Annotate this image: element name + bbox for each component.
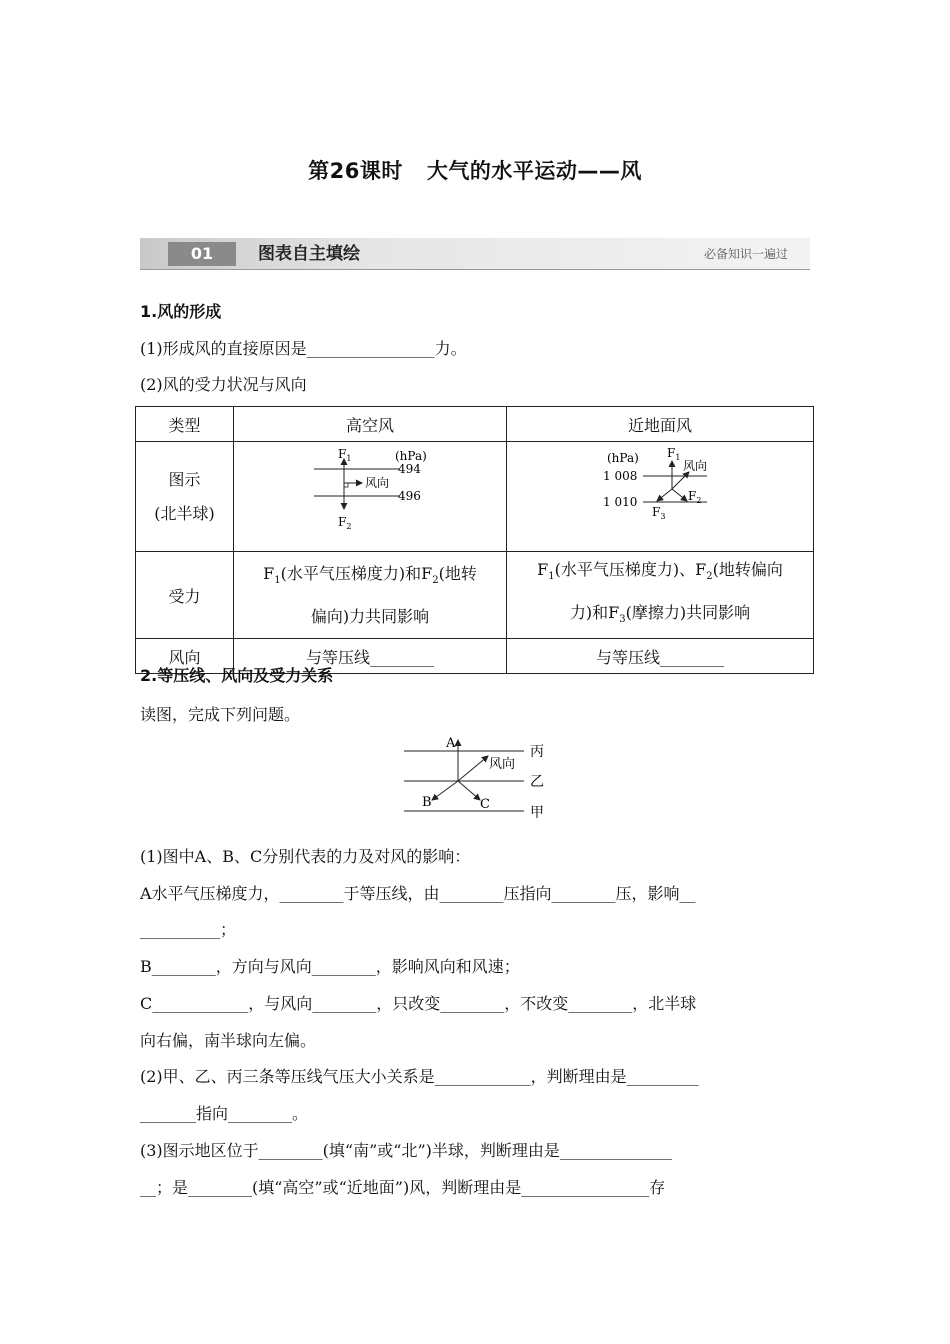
force-f3-arrow-ground	[657, 489, 672, 501]
section1-q2: (2)风的受力状况与风向	[140, 375, 307, 394]
diagram-label-line1: 图示	[168, 469, 201, 489]
high-force-cell	[234, 552, 507, 639]
label-yi: 乙	[530, 774, 544, 790]
f1-label: $F_1$	[338, 446, 352, 463]
label-jia: 甲	[530, 805, 544, 821]
table-row-force	[136, 552, 814, 639]
pressure-1008: 1 008	[603, 468, 638, 483]
a-line1: A水平气压梯度力，________于等压线，由________压指向________压，影响__	[140, 884, 696, 903]
a-line2: __________；	[140, 920, 237, 939]
label-bing: 丙	[530, 744, 544, 760]
ground-wind-diagram	[507, 443, 813, 551]
banner-subtitle: 必备知识一遍过	[703, 247, 788, 261]
ground-wind-answer: 与等压线________	[507, 639, 814, 674]
wind-force-table	[135, 406, 814, 674]
force-label: 受力	[136, 552, 234, 639]
f2-label-ground: $F_2$	[688, 488, 702, 505]
table-header-ground: 近地面风	[507, 407, 814, 442]
c-line1: C____________，与风向________，只改变________，不改变________，北半球	[140, 994, 697, 1013]
label-b: B	[422, 795, 432, 810]
title-lesson: 第26课时	[308, 159, 403, 183]
section2-intro: 读图，完成下列问题。	[140, 705, 301, 724]
ground-wind-diagram-cell	[507, 442, 814, 552]
high-wind-diagram	[234, 443, 506, 551]
diagram-label-line2: (北半球)	[154, 503, 215, 523]
pressure-494: 494	[398, 461, 421, 476]
ground-force-line1: $F_1$(水平气压梯度力)、$F_2$(地转偏向	[537, 560, 783, 583]
hpa-unit-ground: (hPa)	[607, 450, 639, 465]
label-a: A	[446, 736, 456, 751]
force-c-arrow	[458, 781, 480, 800]
pressure-1010: 1 010	[603, 494, 638, 509]
c-line2: 向右偏，南半球向左偏。	[140, 1031, 317, 1050]
section-banner	[140, 238, 810, 270]
hpa-unit: (hPa)	[395, 448, 427, 463]
right-angle-mark	[344, 483, 348, 487]
section2-heading: 2.等压线、风向及受力关系	[140, 666, 334, 685]
q3-line2: __；是________(填“高空”或“近地面”)风，判断理由是________________存	[140, 1178, 666, 1197]
isobar-force-diagram	[400, 732, 550, 824]
banner-number: 01	[168, 242, 236, 266]
label-wind: 风向	[489, 757, 516, 772]
wind-arrow	[458, 756, 488, 781]
wind-label-cell: 风向	[136, 639, 234, 674]
high-force-line2: 偏向)力共同影响	[310, 606, 430, 626]
q3-line1: (3)图示地区位于________(填“南”或“北”)半球，判断理由是______________	[140, 1141, 672, 1160]
high-wind-diagram-cell	[234, 442, 507, 552]
force-f2-arrow-ground	[672, 489, 687, 501]
wind-label: 风向	[365, 475, 390, 490]
f3-label-ground: $F_3$	[652, 504, 666, 521]
table-header-row	[136, 407, 814, 442]
table-header-type: 类型	[136, 407, 234, 442]
label-c: C	[480, 797, 490, 812]
wind-label-ground: 风向	[683, 458, 708, 473]
force-b-arrow	[432, 781, 458, 800]
table-header-high: 高空风	[234, 407, 507, 442]
section1-q1: (1)形成风的直接原因是________________力。	[140, 339, 467, 358]
table-diagram-label	[136, 442, 234, 552]
page-title	[0, 155, 950, 185]
b-line: B________，方向与风向________，影响风向和风速；	[140, 957, 520, 976]
wind-direction-arrow-ground	[672, 472, 689, 489]
q2-line1: (2)甲、乙、丙三条等压线气压大小关系是____________，判断理由是_________	[140, 1067, 699, 1086]
section1-heading: 1.风的形成	[140, 302, 222, 321]
high-force-line1: $F_1$(水平气压梯度力)和$F_2$(地转	[263, 563, 477, 586]
title-topic: 大气的水平运动——风	[426, 159, 642, 183]
high-wind-answer: 与等压线________	[234, 639, 507, 674]
section2-q1: (1)图中A、B、C分别代表的力及对风的影响：	[140, 847, 471, 866]
pressure-496: 496	[398, 488, 421, 503]
q2-line2: _______指向________。	[140, 1104, 309, 1123]
banner-divider	[140, 269, 810, 270]
f2-label: $F_2$	[338, 514, 352, 531]
ground-force-line2: 力)和$F_3$(摩擦力)共同影响	[569, 603, 751, 626]
ground-force-cell	[507, 552, 814, 639]
banner-heading: 图表自主填绘	[258, 244, 360, 264]
table-row-diagram	[136, 442, 814, 552]
f1-label-ground: $F_1$	[667, 445, 681, 462]
